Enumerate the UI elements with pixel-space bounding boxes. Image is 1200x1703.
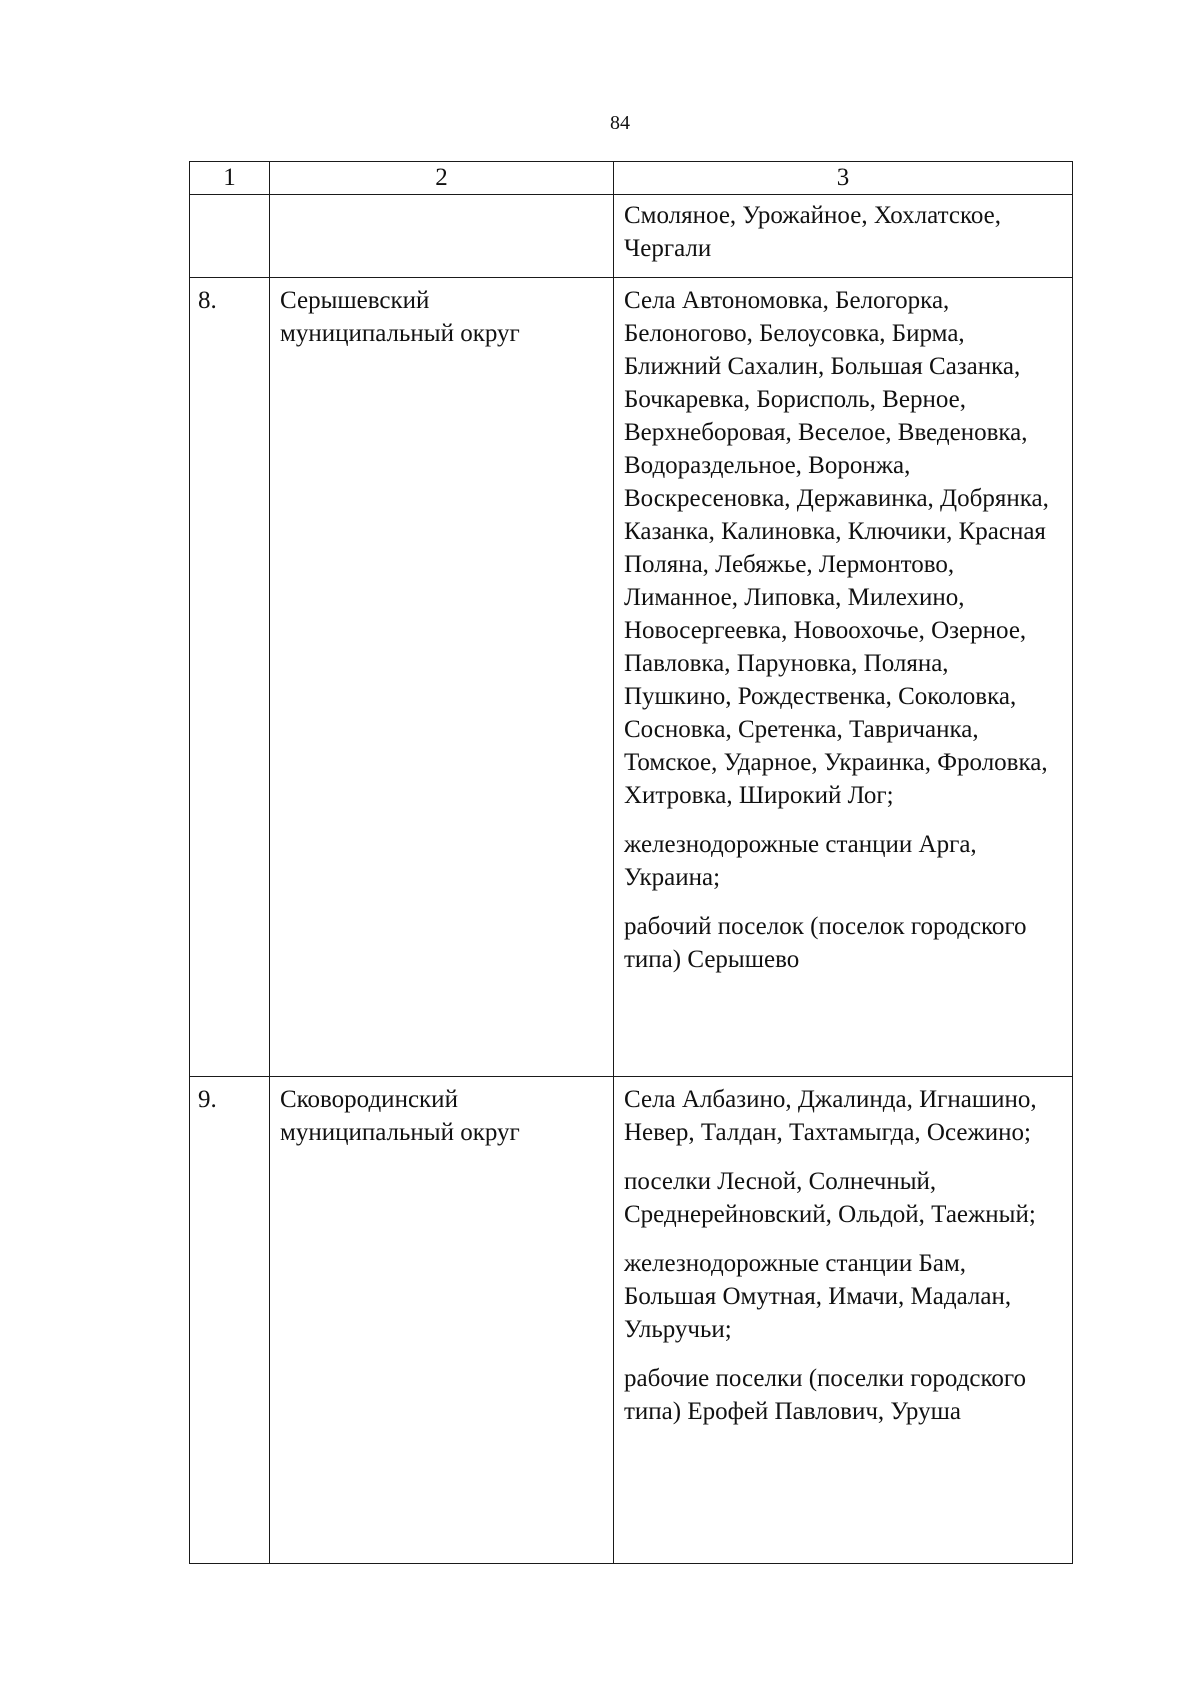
district-name-cell: Сковородинский муниципальный округ	[270, 1077, 614, 1564]
settlements-paragraph: железнодорожные станции Бам, Большая Омутная, Имачи, Мадалан, Ульручьи;	[624, 1250, 1012, 1343]
page-number: 84	[610, 112, 630, 134]
column-header-1: 1	[190, 162, 270, 195]
settlements-paragraph: рабочий поселок (поселок городского типа) Серышево	[624, 913, 1027, 973]
table-header-row	[190, 162, 1073, 195]
settlements-paragraph: рабочие поселки (поселки городского типа) Ерофей Павлович, Уруша	[624, 1365, 1027, 1425]
table-row	[190, 1077, 1073, 1564]
column-header-2: 2	[270, 162, 614, 195]
row-number-cell: 8.	[190, 278, 270, 1077]
column-header-3: 3	[614, 162, 1073, 195]
settlements-cell	[614, 1077, 1073, 1564]
settlements-table	[189, 161, 1073, 1564]
settlements-cell: Смоляное, Урожайное, Хохлатское, Чергали	[614, 195, 1073, 278]
settlements-paragraph: Села Автономовка, Белогорка, Белоногово, Белоусовка, Бирма, Ближний Сахалин, Большая Сазанка, Бочкаревка, Борисполь, Верное, Верхнеборовая, Веселое, Введеновка, Водораздельное, Воронжа, Воскресеновка, Державинка, Добрянка, Казанка, Калиновка, Ключики, Красная Поляна, Лебяжье, Лермонтово, Лиманное, Липовка, Милехино, Новосергеевка, Новоохочье, Озерное, Павловка, Паруновка, Поляна, Пушкино, Рождественка, Соколовка, Сосновка, Сретенка, Тавричанка, Томское, Ударное, Украинка, Фроловка, Хитровка, Широкий Лог;	[624, 287, 1049, 809]
settlements-paragraph: Села Албазино, Джалинда, Игнашино, Невер, Талдан, Тахтамыгда, Осежино;	[624, 1086, 1037, 1146]
row-number-cell	[190, 195, 270, 278]
settlements-paragraph: железнодорожные станции Арга, Украина;	[624, 831, 977, 891]
table-row	[190, 278, 1073, 1077]
district-name-cell: Серышевский муниципальный округ	[270, 278, 614, 1077]
district-name-cell	[270, 195, 614, 278]
settlements-paragraph: поселки Лесной, Солнечный, Среднерейновский, Ольдой, Таежный;	[624, 1168, 1036, 1228]
settlements-cell	[614, 278, 1073, 1077]
table-row-continuation	[190, 195, 1073, 278]
row-number-cell: 9.	[190, 1077, 270, 1564]
